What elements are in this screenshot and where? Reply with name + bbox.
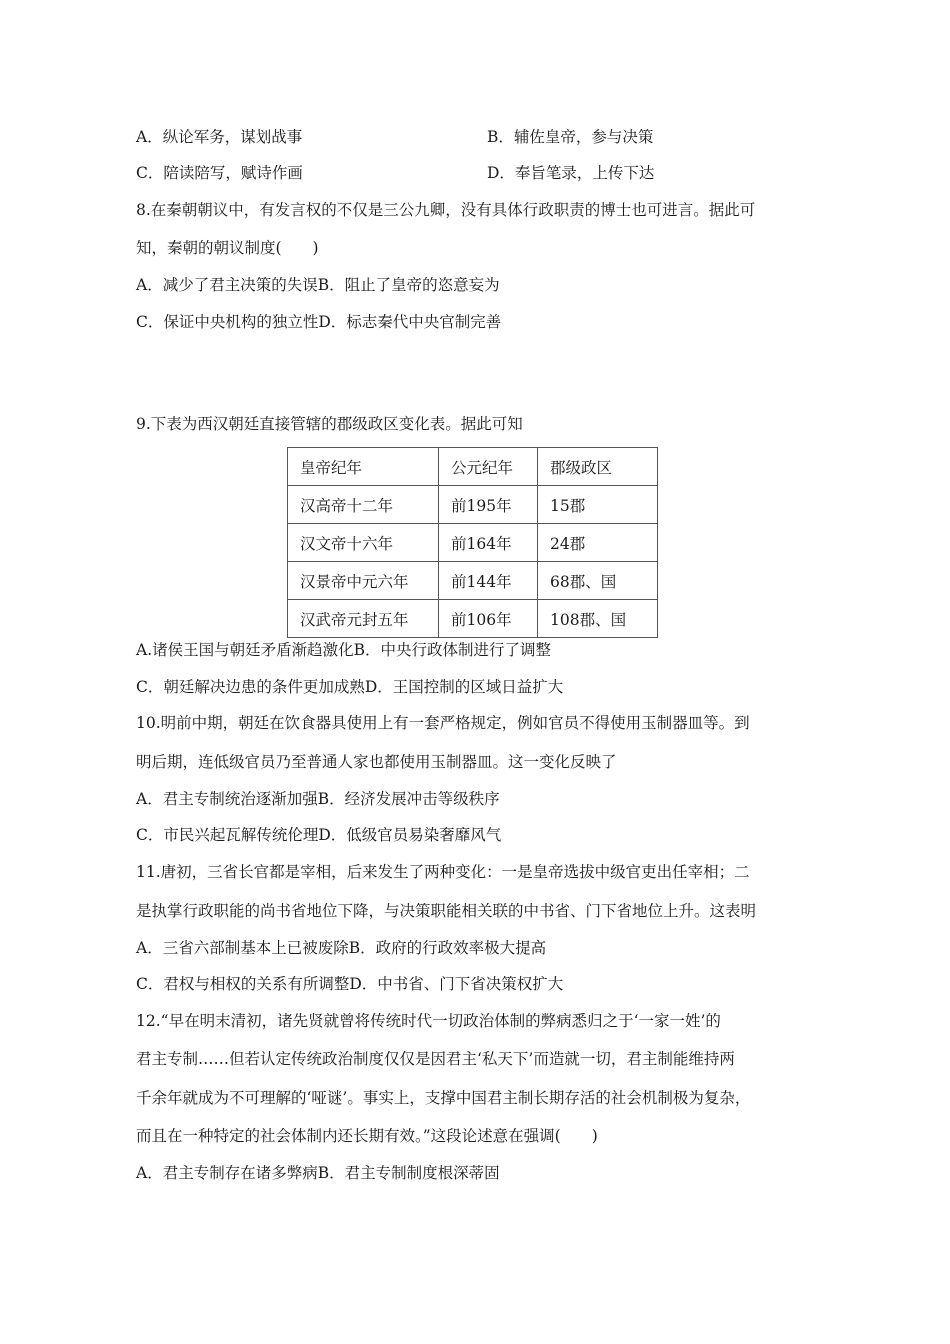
table-cell: 15郡 bbox=[538, 486, 658, 524]
table-cell: 24郡 bbox=[538, 524, 658, 562]
q11-options-cd: C．君权与相权的关系有所调整D．中书省、门下省决策权扩大 bbox=[136, 975, 564, 993]
q7-option-d: D．奉旨笔录，上传下达 bbox=[487, 164, 655, 182]
table-cell: 汉高帝十二年 bbox=[288, 486, 439, 524]
table-row bbox=[288, 562, 658, 600]
q9-options-cd: C．朝廷解决边患的条件更加成熟D．王国控制的区域日益扩大 bbox=[136, 678, 564, 696]
table-row bbox=[288, 486, 658, 524]
q8-options-cd: C．保证中央机构的独立性D．标志秦代中央官制完善 bbox=[136, 313, 502, 331]
q12-stem-line4: 而且在一种特定的社会体制内还长期有效。”这段论述意在强调( ) bbox=[136, 1127, 598, 1145]
table-header-cell: 公元纪年 bbox=[439, 448, 538, 486]
table-cell: 前144年 bbox=[439, 562, 538, 600]
q7-option-a: A．纵论军务，谋划战事 bbox=[136, 128, 303, 146]
table-cell: 汉文帝十六年 bbox=[288, 524, 439, 562]
table-cell: 108郡、国 bbox=[538, 600, 658, 638]
table-cell: 前106年 bbox=[439, 600, 538, 638]
q8-options-ab: A．减少了君主决策的失误B．阻止了皇帝的恣意妄为 bbox=[136, 276, 500, 294]
table-cell: 前195年 bbox=[439, 486, 538, 524]
q10-stem-line2: 明后期，连低级官员乃至普通人家也都使用玉制器皿。这一变化反映了 bbox=[136, 753, 617, 771]
table-cell: 前164年 bbox=[439, 524, 538, 562]
q12-stem-line1: 12.“早在明末清初，诸先贤就曾将传统时代一切政治体制的弊病悉归之于‘一家一姓’的 bbox=[136, 1012, 721, 1030]
q8-stem-line2: 知，秦朝的朝议制度( ) bbox=[136, 239, 319, 257]
q11-options-ab: A．三省六部制基本上已被废除B．政府的行政效率极大提高 bbox=[136, 939, 547, 957]
q7-option-b: B．辅佐皇帝，参与决策 bbox=[487, 128, 654, 146]
q10-options-ab: A．君主专制统治逐渐加强B．经济发展冲击等级秩序 bbox=[136, 790, 500, 808]
table-header-row bbox=[288, 448, 658, 486]
q12-options-ab: A．君主专制存在诸多弊病B．君主专制制度根深蒂固 bbox=[136, 1164, 500, 1182]
q9-stem: 9.下表为西汉朝廷直接管辖的郡级政区变化表。据此可知 bbox=[136, 415, 523, 433]
table-cell: 汉武帝元封五年 bbox=[288, 600, 439, 638]
table-cell: 68郡、国 bbox=[538, 562, 658, 600]
q7-option-c: C．陪读陪写，赋诗作画 bbox=[136, 164, 303, 182]
q10-options-cd: C．市民兴起瓦解传统伦理D．低级官员易染奢靡风气 bbox=[136, 826, 502, 844]
q11-stem-line1: 11.唐初，三省长官都是宰相，后来发生了两种变化：一是皇帝选拔中级官吏出任宰相；二 bbox=[136, 863, 750, 881]
table-cell: 汉景帝中元六年 bbox=[288, 562, 439, 600]
table-row bbox=[288, 524, 658, 562]
table-header-cell: 皇帝纪年 bbox=[288, 448, 439, 486]
q12-stem-line2: 君主专制……但若认定传统政治制度仅仅是因君主‘私天下’而造就一切，君主制能维持两 bbox=[136, 1050, 735, 1068]
q12-stem-line3: 千余年就成为不可理解的‘哑谜’。事实上，支撑中国君主制长期存活的社会机制极为复杂， bbox=[136, 1089, 751, 1107]
q9-options-ab: A.诸侯王国与朝廷矛盾渐趋激化B．中央行政体制进行了调整 bbox=[136, 641, 552, 659]
prefecture-table bbox=[287, 447, 658, 638]
table-header-cell: 郡级政区 bbox=[538, 448, 658, 486]
table-row bbox=[288, 600, 658, 638]
q8-stem-line1: 8.在秦朝朝议中，有发言权的不仅是三公九卿，没有具体行政职责的博士也可进言。据此可 bbox=[136, 201, 756, 219]
q11-stem-line2: 是执掌行政职能的尚书省地位下降，与决策职能相关联的中书省、门下省地位上升。这表明 bbox=[136, 902, 757, 920]
q10-stem-line1: 10.明前中期，朝廷在饮食器具使用上有一套严格规定，例如官员不得使用玉制器皿等。到 bbox=[136, 714, 750, 732]
